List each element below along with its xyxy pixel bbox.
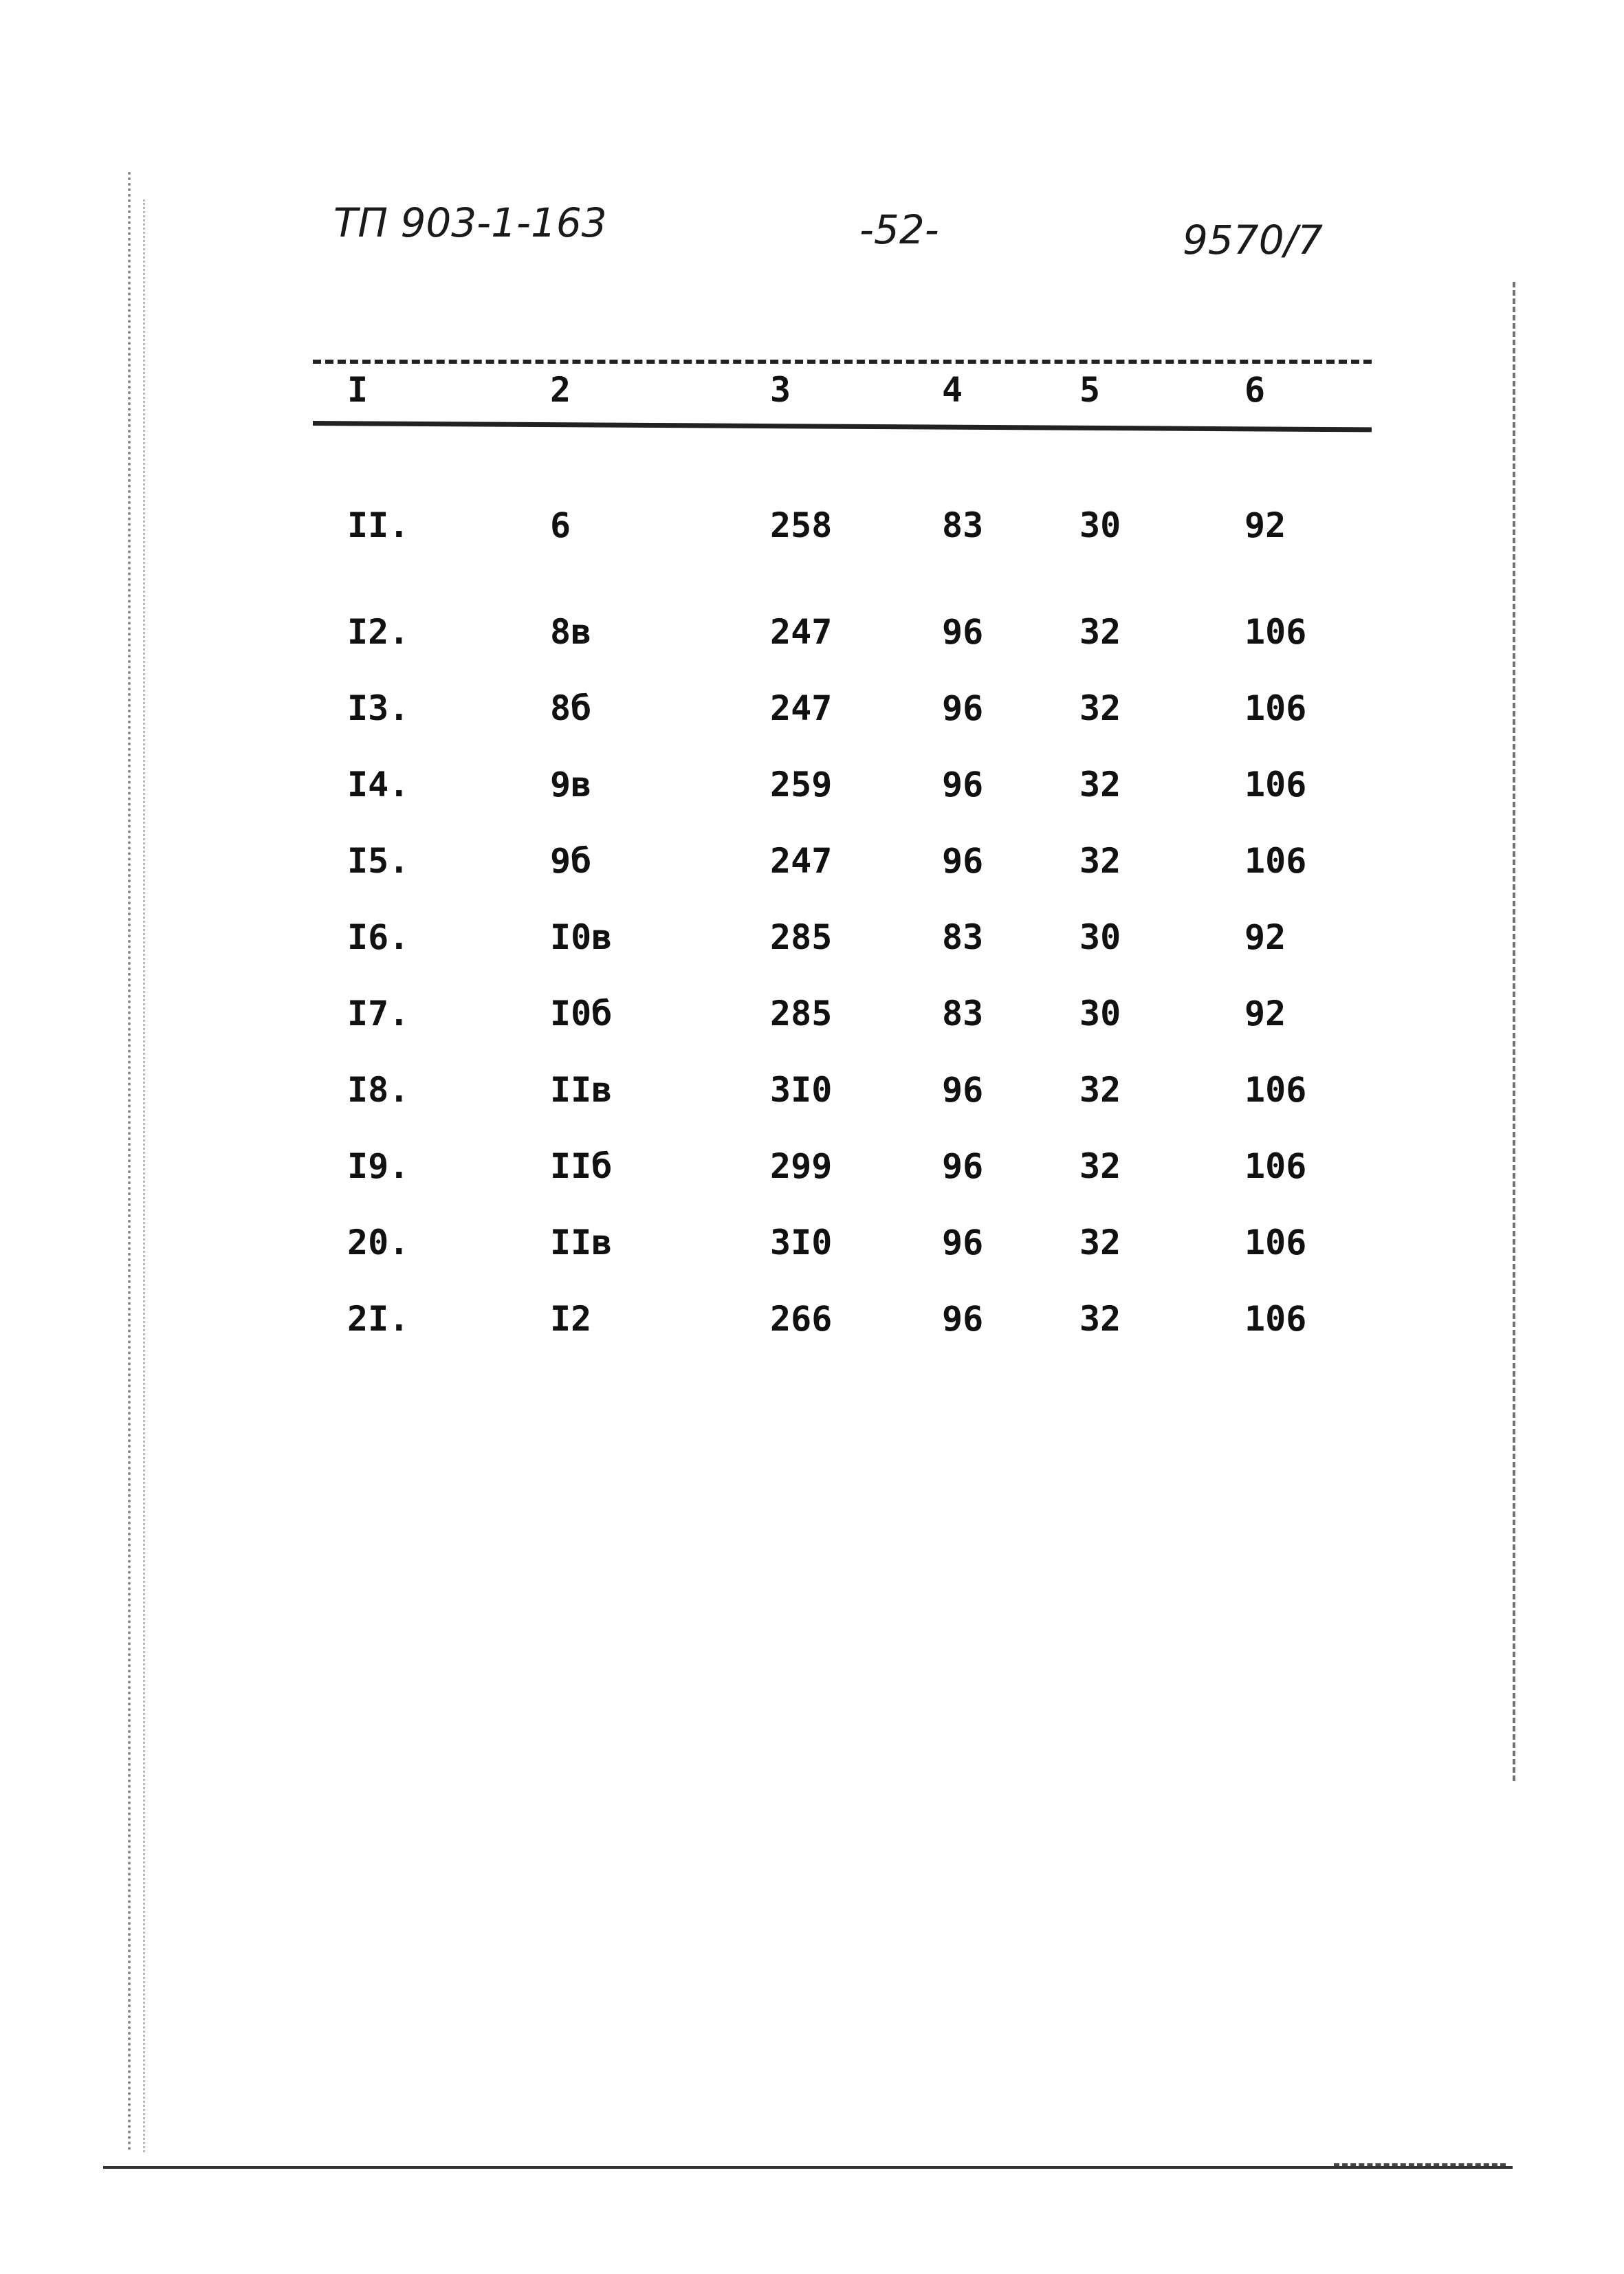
table-cell: 96	[942, 688, 984, 728]
column-header: 6	[1244, 370, 1266, 410]
table-cell: 8б	[550, 688, 592, 728]
table-row	[0, 1146, 1624, 1194]
table-cell: 247	[770, 841, 833, 881]
table-cell: IIб	[550, 1146, 613, 1186]
table-cell: 9б	[550, 841, 592, 881]
table-cell: 20.	[347, 1223, 410, 1262]
table-cell: 106	[1244, 1299, 1307, 1339]
table-cell: II.	[347, 505, 410, 545]
table-cell: 3I0	[770, 1223, 833, 1262]
table-cell: 2I.	[347, 1299, 410, 1339]
table-cell: 32	[1079, 612, 1121, 652]
table-row	[0, 1223, 1624, 1271]
table-cell: 299	[770, 1146, 833, 1186]
table-row	[0, 994, 1624, 1042]
table-cell: 96	[942, 841, 984, 881]
table-cell: 32	[1079, 1146, 1121, 1186]
table-cell: 6	[550, 505, 571, 545]
table-cell: I0б	[550, 994, 613, 1034]
table-row	[0, 841, 1624, 889]
table-cell: 106	[1244, 765, 1307, 805]
column-header: 4	[942, 370, 963, 410]
table-cell: I7.	[347, 994, 410, 1034]
table-cell: 258	[770, 505, 833, 545]
table-row	[0, 688, 1624, 736]
table-cell: 32	[1079, 1223, 1121, 1262]
table-cell: 83	[942, 505, 984, 545]
table-cell: 285	[770, 917, 833, 957]
table-row	[0, 917, 1624, 965]
table-cell: 96	[942, 1070, 984, 1110]
table-cell: 92	[1244, 917, 1286, 957]
table-cell: I2	[550, 1299, 592, 1339]
table-row	[0, 505, 1624, 554]
column-header: I	[347, 370, 369, 410]
table-cell: I5.	[347, 841, 410, 881]
table-header-row	[0, 370, 1624, 418]
page-number: -52-	[859, 206, 939, 253]
table-cell: 32	[1079, 841, 1121, 881]
page-header	[0, 199, 1624, 261]
document-code: ТП 903-1-163	[333, 199, 607, 246]
table-cell: 96	[942, 1146, 984, 1186]
table-cell: I2.	[347, 612, 410, 652]
table-cell: I8.	[347, 1070, 410, 1110]
table-cell: 9в	[550, 765, 592, 805]
table-cell: I6.	[347, 917, 410, 957]
table-cell: IIв	[550, 1223, 613, 1262]
table-cell: 106	[1244, 1223, 1307, 1262]
table-cell: 259	[770, 765, 833, 805]
table-cell: 3I0	[770, 1070, 833, 1110]
bottom-margin-rule-dashed	[1334, 2163, 1506, 2166]
table-row	[0, 1299, 1624, 1347]
document-reference: 9570/7	[1183, 217, 1324, 263]
table-row	[0, 612, 1624, 660]
table-cell: 247	[770, 612, 833, 652]
table-cell: 8в	[550, 612, 592, 652]
table-cell: 83	[942, 917, 984, 957]
column-header: 5	[1079, 370, 1101, 410]
table-cell: 106	[1244, 841, 1307, 881]
table-cell: 32	[1079, 688, 1121, 728]
table-cell: 106	[1244, 1070, 1307, 1110]
bottom-margin-rule	[103, 2166, 1513, 2169]
table-cell: 96	[942, 1223, 984, 1262]
table-cell: I4.	[347, 765, 410, 805]
table-cell: 285	[770, 994, 833, 1034]
table-cell: 92	[1244, 505, 1286, 545]
table-cell: 83	[942, 994, 984, 1034]
table-top-dashed-rule	[313, 360, 1372, 364]
column-header: 3	[770, 370, 791, 410]
table-cell: 32	[1079, 1070, 1121, 1110]
column-header: 2	[550, 370, 571, 410]
table-cell: 96	[942, 612, 984, 652]
table-cell: 106	[1244, 612, 1307, 652]
table-cell: 266	[770, 1299, 833, 1339]
table-cell: I3.	[347, 688, 410, 728]
table-cell: I0в	[550, 917, 613, 957]
table-cell: 30	[1079, 994, 1121, 1034]
table-cell: 247	[770, 688, 833, 728]
table-row	[0, 765, 1624, 813]
table-cell: 30	[1079, 505, 1121, 545]
table-cell: 106	[1244, 1146, 1307, 1186]
table-cell: 96	[942, 765, 984, 805]
table-cell: 106	[1244, 688, 1307, 728]
table-cell: IIв	[550, 1070, 613, 1110]
table-cell: 96	[942, 1299, 984, 1339]
table-row	[0, 1070, 1624, 1118]
table-cell: 32	[1079, 1299, 1121, 1339]
table-cell: 92	[1244, 994, 1286, 1034]
table-cell: I9.	[347, 1146, 410, 1186]
table-cell: 32	[1079, 765, 1121, 805]
table-header-underline	[313, 421, 1372, 432]
table-cell: 30	[1079, 917, 1121, 957]
